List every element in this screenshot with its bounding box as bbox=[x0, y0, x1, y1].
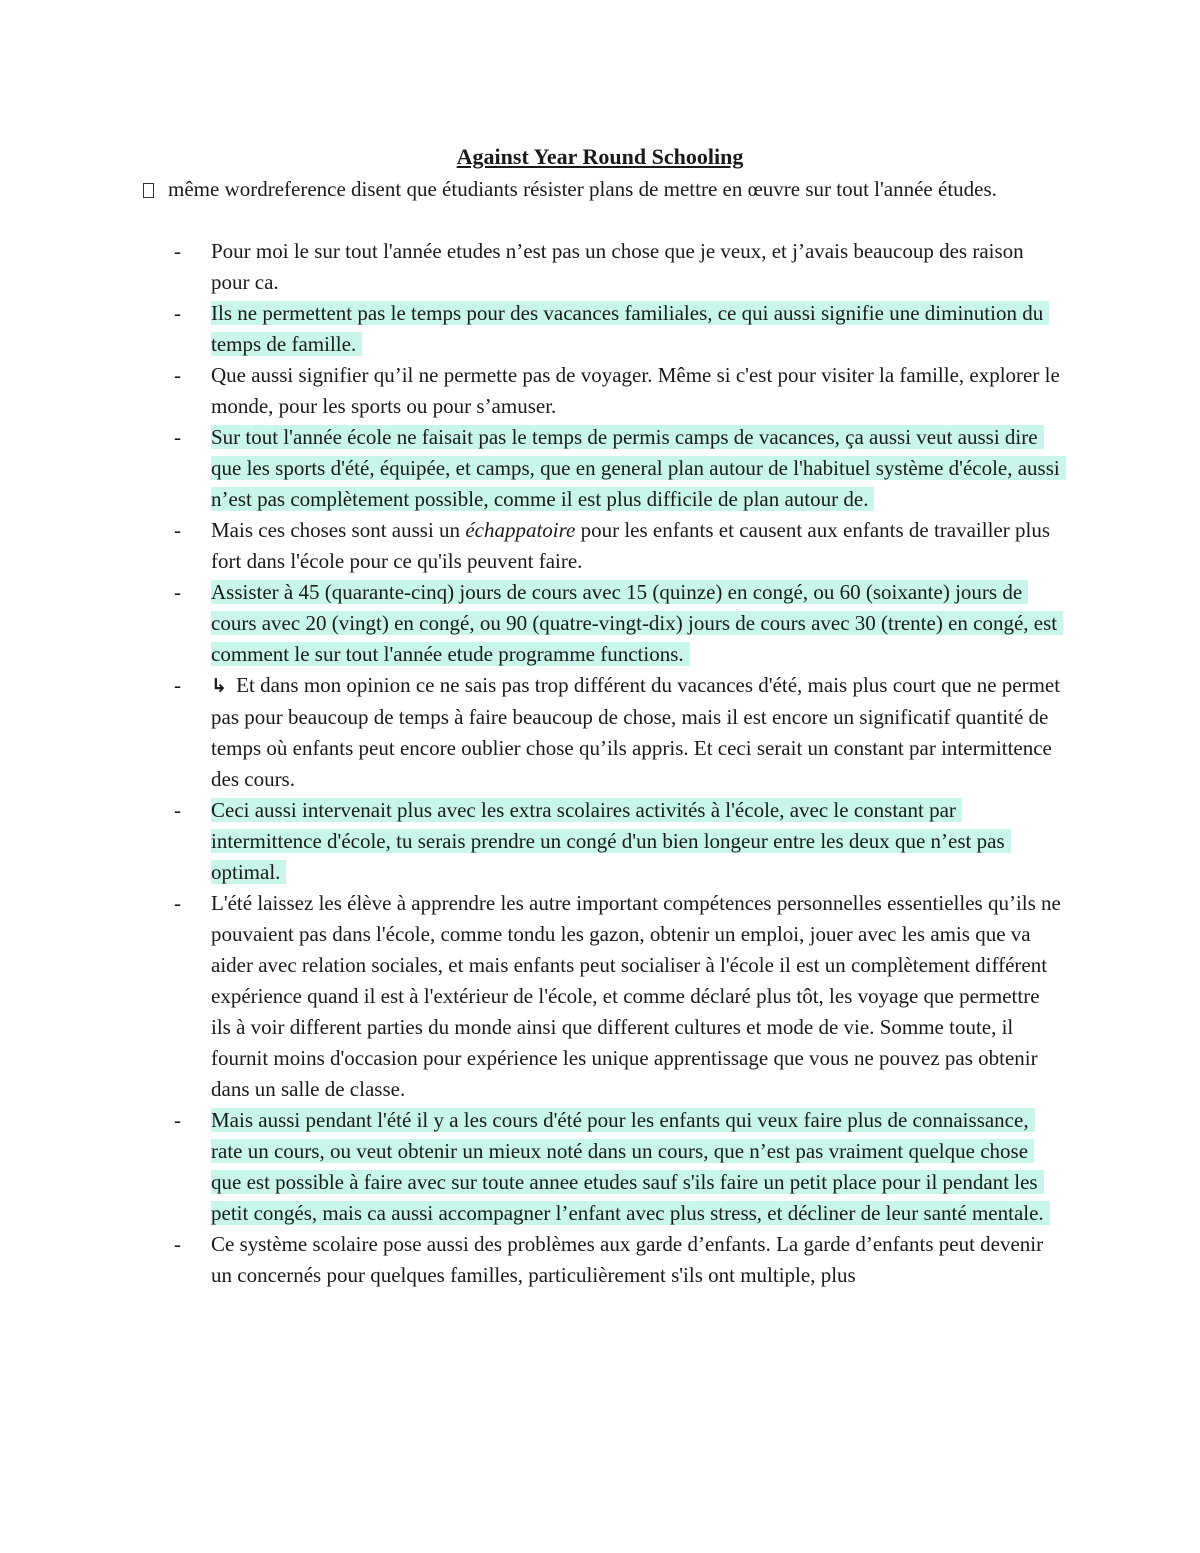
bullet-dash: - bbox=[174, 1108, 181, 1132]
intro-text: même wordreference disent que étudiants résister plans de mettre en œuvre sur tout l'année études. bbox=[168, 177, 997, 201]
bullet-dash: - bbox=[174, 363, 181, 387]
list-item-text: Que aussi signifier qu’il ne permette pas de voyager. Même si c'est pour visiter la famille, explorer le monde, pour les sports ou pour s’amuser. bbox=[211, 363, 1060, 418]
list-item bbox=[0, 888, 1063, 1105]
list-item-text-highlighted: Ceci aussi intervenait plus avec les extra scolaires activités à l'école, avec le constant par intermittence d'école, tu serais prendre un congé d'un bien longeur entre les deux que n’est pas optimal. bbox=[211, 798, 1011, 884]
list-item bbox=[0, 422, 1063, 515]
bullet-dash: - bbox=[174, 425, 181, 449]
bullet-dash: - bbox=[174, 301, 181, 325]
list-item-text: Ce système scolaire pose aussi des problèmes aux garde d’enfants. La garde d’enfants peut devenir un concernés pour quelques familles, particulièrement s'ils ont multiple, plus bbox=[211, 1232, 1044, 1287]
list-item bbox=[0, 1229, 1063, 1291]
bullet-dash: - bbox=[174, 239, 181, 263]
list-item-text-highlighted: Ils ne permettent pas le temps pour des vacances familiales, ce qui aussi signifie une diminution du temps de famille. bbox=[211, 301, 1049, 356]
list-item-text-highlighted: Sur tout l'année école ne faisait pas le temps de permis camps de vacances, ça aussi veut aussi dire que les sports d'été, équipée, et camps, que en general plan autour de l'habituel système d'école, aussi n’est pas complètement possible, comme il est plus difficile de plan autour de. bbox=[211, 425, 1066, 511]
bullet-dash: - bbox=[174, 518, 181, 542]
list-item-text-highlighted: Assister à 45 (quarante-cinq) jours de cours avec 15 (quinze) en congé, ou 60 (soixante) jours de cours avec 20 (vingt) en congé, ou 90 (quatre-vingt-dix) jours de cours avec 30 (trente) en congé, est comment le sur tout l'année etude programme functions. bbox=[211, 580, 1063, 666]
bullet-dash: - bbox=[174, 798, 181, 822]
bullet-list bbox=[0, 236, 1200, 1291]
intro-paragraph bbox=[143, 174, 1063, 205]
bullet-dash: - bbox=[174, 580, 181, 604]
bullet-dash: - bbox=[174, 673, 181, 697]
list-item-text: Pour moi le sur tout l'année etudes n’est pas un chose que je veux, et j’avais beaucoup des raison pour ca. bbox=[211, 239, 1024, 294]
list-item bbox=[0, 360, 1063, 422]
list-item-text: L'été laissez les élève à apprendre les autre important compétences personnelles essentielles qu’ils ne pouvaient pas dans l'école, comme tondu les gazon, obtenir un emploi, jouer avec les amis que va aider avec relation sociales, et mais enfants peut socialiser à l'école il est un complètement différent expérience quand il est à l'extérieur de l'école, et comme déclaré plus tôt, les voyage que permettre ils à voir different parties du monde ainsi que different cultures et mode de vie. Somme toute, il fournit moins d'occasion pour expérience les unique apprentissage que vous ne pouvez pas obtenir dans un salle de classe. bbox=[211, 891, 1061, 1101]
list-item bbox=[0, 1105, 1063, 1229]
italic-term: échappatoire bbox=[465, 518, 576, 542]
list-item bbox=[0, 577, 1063, 670]
list-item-text bbox=[211, 518, 1050, 573]
bullet-dash: - bbox=[174, 1232, 181, 1256]
list-item bbox=[0, 515, 1063, 577]
list-item bbox=[0, 298, 1063, 360]
list-item bbox=[0, 670, 1063, 795]
list-item-text-highlighted: Mais aussi pendant l'été il y a les cours d'été pour les enfants qui veux faire plus de connaissance, rate un cours, ou veut obtenir un mieux noté dans un cours, que n’est pas vraiment quelque chose que est possible à faire avec sur toute annee etudes sauf s'ils faire un petit place pour il pendant les petit congés, mais ca aussi accompagner l’enfant avec plus stress, et décliner de leur santé mentale. bbox=[211, 1108, 1050, 1225]
list-item bbox=[0, 795, 1063, 888]
text-segment: pour les enfants et causent aux enfants de travailler plus fort dans l'école pour ce qu'ils peuvent faire. bbox=[211, 518, 1051, 573]
bullet-dash: - bbox=[174, 891, 181, 915]
list-item-text: Et dans mon opinion ce ne sais pas trop différent du vacances d'été, mais plus court que ne permet pas pour beaucoup de temps à faire beaucoup de chose, mais il est encore un significatif quantité de temps où enfants peut encore oublier chose qu’ils appris. Et ceci serait un constant par intermittence des cours. bbox=[211, 673, 1061, 791]
list-item bbox=[0, 236, 1063, 298]
missing-glyph-icon bbox=[143, 183, 154, 198]
document-title: Against Year Round Schooling bbox=[456, 144, 744, 169]
return-arrow-icon: ↳ bbox=[211, 675, 227, 697]
text-segment: Mais ces choses sont aussi un bbox=[211, 518, 466, 542]
